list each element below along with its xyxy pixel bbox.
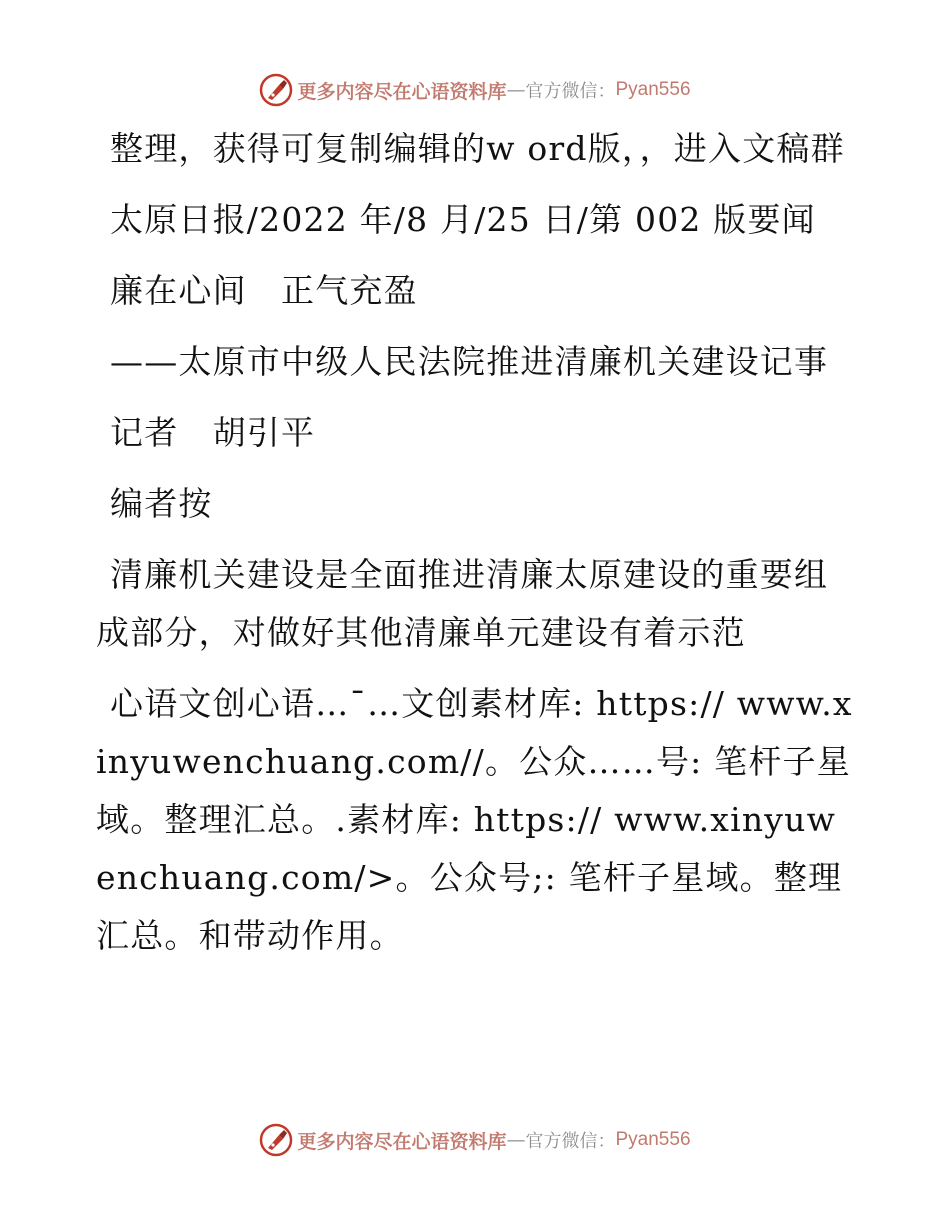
pen-nib-logo-icon (259, 1123, 293, 1157)
banner-wechat-id: Pyan556 (615, 79, 691, 100)
banner-brand-text: 更多内容尽在心语资料库 (297, 80, 507, 103)
banner-separator: — (506, 1129, 526, 1151)
pen-nib-logo-icon (259, 73, 293, 107)
banner-separator: — (506, 79, 526, 101)
banner-official-label: 官方微信： (525, 1131, 616, 1152)
editor-note-label: 编者按 (110, 484, 213, 523)
article-subheadline: ——太原市中级人民法院推进清廉机关建设记事 (110, 342, 829, 381)
document-body (96, 120, 856, 978)
banner-wechat-id: Pyan556 (615, 1129, 691, 1150)
source-line: 太原日报/2022 年/8 月/25 日/第 002 版要闻 (110, 200, 816, 239)
banner-official-label: 官方微信： (525, 81, 616, 102)
intro-paragraph: 整理，获得可复制编辑的w ord版，，进入文稿群 (110, 129, 845, 168)
inserted-promo-text: 心语文创心语…¯…文创素材库: https:// www.xinyuwenchuang.com//。公众……号: 笔杆子星域。整理汇总。.素材库: https:// www.xinyuwenchuang.com/>。公众号;: 笔杆子星域。整理汇总。和带动作用。 (96, 684, 853, 955)
banner-brand-text: 更多内容尽在心语资料库 (297, 1130, 507, 1153)
footer-watermark-banner (0, 1120, 950, 1160)
editor-note-text: 清廉机关建设是全面推进清廉太原建设的重要组成部分，对做好其他清廉单元建设有着示范 (96, 555, 829, 652)
article-headline: 廉在心间 正气充盈 (110, 271, 418, 310)
header-watermark-banner (0, 70, 950, 110)
reporter-byline: 记者 胡引平 (110, 413, 316, 452)
